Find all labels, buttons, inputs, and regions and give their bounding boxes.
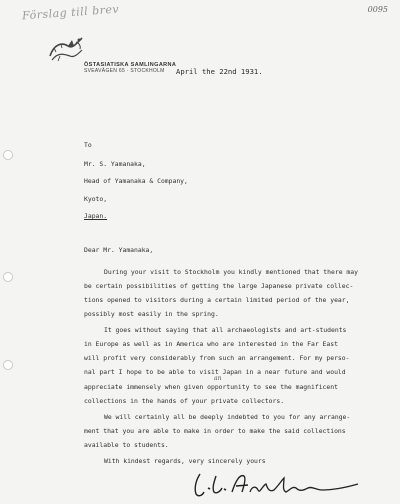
body-line: appreciate immensely when given opportunity to see the magnificent — [84, 383, 338, 391]
body-line: in Europe as well as in America who are interested in the Far East — [84, 340, 338, 348]
handwritten-signature — [186, 470, 364, 498]
salutation: Dear Mr. Yamanaka, — [84, 246, 154, 254]
body-line: will profit very considerably from such an arrangement. For my perso- — [84, 354, 350, 362]
recipient-city: Kyoto, — [84, 195, 108, 203]
letterhead-name: ÖSTASIATISKA SAMLINGARNA — [84, 62, 177, 68]
dragon-logo-icon — [46, 34, 86, 64]
body-line: tions opened to visitors during a certain limited period of the year, — [84, 296, 350, 304]
letterhead-address: SVEAVÄGEN 65 · STOCKHOLM — [84, 68, 165, 74]
body-line: During your visit to Stockholm you kindly mentioned that there may — [104, 268, 358, 276]
handwritten-note: Förslag till brev — [21, 2, 120, 23]
recipient-title: Head of Yamanaka & Company, — [84, 177, 188, 185]
body-line: We will certainly all be deeply indebted to you for any arrange- — [104, 413, 351, 421]
body-line: possibly most easily in the spring. — [84, 310, 219, 318]
punch-hole — [3, 150, 13, 160]
handwritten-insert: an — [214, 375, 222, 382]
letter-date: April the 22nd 1931. — [176, 67, 263, 76]
punch-hole — [3, 272, 13, 282]
body-line: collections in the hands of your private collectors. — [84, 397, 285, 405]
body-line: available to students. — [84, 441, 169, 449]
body-line: be certain possibilities of getting the large Japanese private collec- — [84, 282, 354, 290]
closing: With kindest regards, very sincerely yours — [104, 457, 266, 465]
body-line: ment that you are able to make in order to make the said collections — [84, 427, 346, 435]
punch-hole — [3, 360, 13, 370]
recipient-to: To — [84, 141, 92, 149]
body-line: nal part I hope to be able to visit Japan in a near future and would — [84, 368, 346, 376]
body-line: It goes without saying that all archaeologists and art-students — [104, 326, 347, 334]
archive-number: 0095 — [367, 5, 388, 14]
recipient-name: Mr. S. Yamanaka, — [84, 160, 146, 168]
recipient-country: Japan. — [84, 212, 108, 220]
